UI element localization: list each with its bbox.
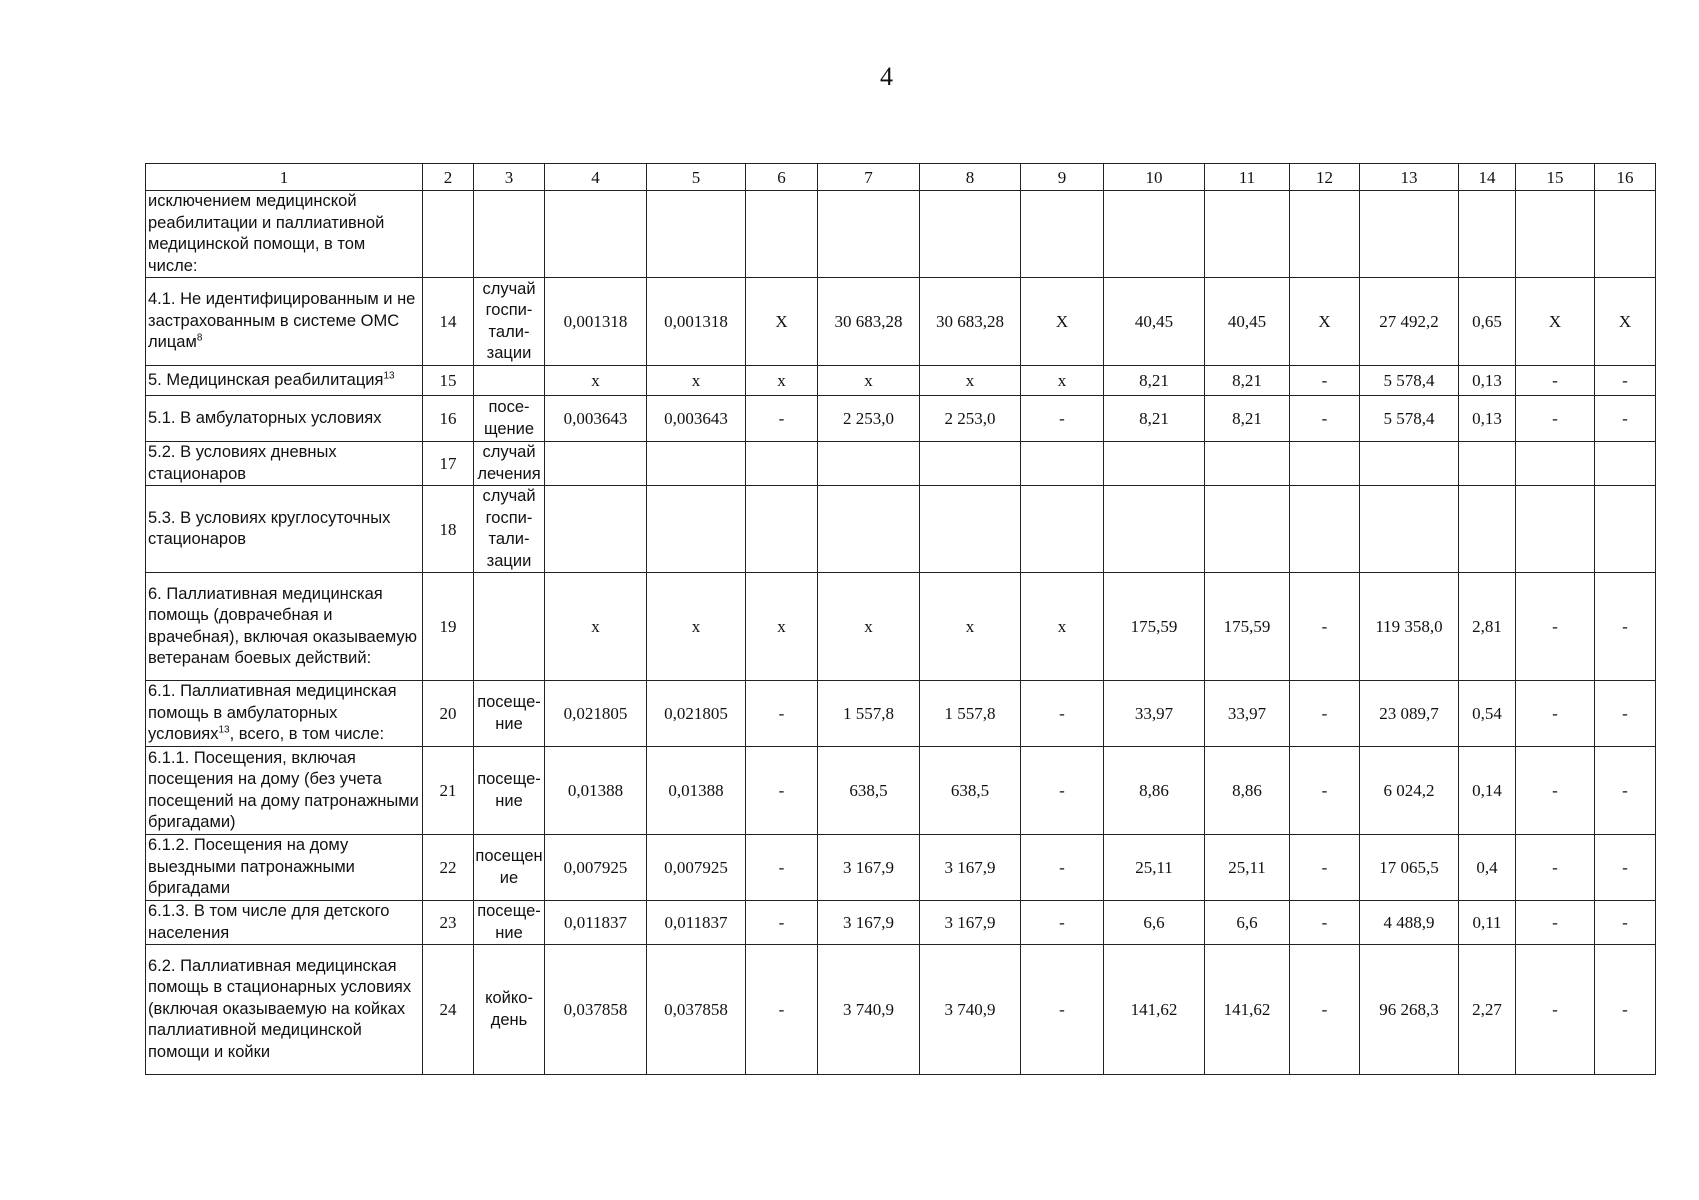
value-cell-col4: 0,007925 <box>545 835 647 901</box>
value-cell-col9: - <box>1021 901 1104 945</box>
value-cell-col10 <box>1104 486 1205 573</box>
value-cell-col13 <box>1360 191 1459 278</box>
value-cell-col15: - <box>1516 835 1595 901</box>
value-cell-col16: - <box>1595 396 1656 442</box>
value-cell-col6: - <box>746 945 818 1075</box>
value-cell-col5: 0,01388 <box>647 747 746 835</box>
value-cell-col16: - <box>1595 945 1656 1075</box>
value-cell-col7: 1 557,8 <box>818 681 920 747</box>
column-header-11: 11 <box>1205 164 1290 191</box>
value-cell-col6: - <box>746 835 818 901</box>
value-cell-col5: x <box>647 573 746 681</box>
value-cell-col16 <box>1595 191 1656 278</box>
value-cell-col15 <box>1516 442 1595 486</box>
unit-cell: посе-щение <box>474 396 545 442</box>
row-number-cell <box>423 191 474 278</box>
value-cell-col11 <box>1205 486 1290 573</box>
footnote-marker: 13 <box>218 724 230 736</box>
value-cell-col13: 5 578,4 <box>1360 366 1459 396</box>
unit-cell: случай госпи-тали-зации <box>474 278 545 366</box>
table-row <box>146 486 1656 573</box>
value-cell-col12: - <box>1290 366 1360 396</box>
value-cell-col14: 0,54 <box>1459 681 1516 747</box>
value-cell-col15: - <box>1516 366 1595 396</box>
row-number-cell: 14 <box>423 278 474 366</box>
column-header-15: 15 <box>1516 164 1595 191</box>
table-row <box>146 681 1656 747</box>
value-cell-col11 <box>1205 442 1290 486</box>
value-cell-col6: - <box>746 681 818 747</box>
value-cell-col15: - <box>1516 573 1595 681</box>
value-cell-col8: 1 557,8 <box>920 681 1021 747</box>
value-cell-col10 <box>1104 442 1205 486</box>
row-name: 5.2. В условиях дневных стационаров <box>148 443 337 483</box>
row-name: 5. Медицинская реабилитация <box>148 370 384 389</box>
value-cell-col7: 638,5 <box>818 747 920 835</box>
value-cell-col4: x <box>545 573 647 681</box>
value-cell-col13: 5 578,4 <box>1360 396 1459 442</box>
value-cell-col9: X <box>1021 278 1104 366</box>
value-cell-col9 <box>1021 191 1104 278</box>
header-row <box>146 164 1656 191</box>
column-header-3: 3 <box>474 164 545 191</box>
table-row <box>146 442 1656 486</box>
value-cell-col13: 4 488,9 <box>1360 901 1459 945</box>
row-name-cell <box>146 573 423 681</box>
value-cell-col8 <box>920 191 1021 278</box>
value-cell-col7: 3 740,9 <box>818 945 920 1075</box>
value-cell-col16: X <box>1595 278 1656 366</box>
row-name-cell <box>146 681 423 747</box>
column-header-12: 12 <box>1290 164 1360 191</box>
value-cell-col11: 33,97 <box>1205 681 1290 747</box>
unit-cell: посещен ие <box>474 835 545 901</box>
value-cell-col6: - <box>746 396 818 442</box>
value-cell-col10: 8,21 <box>1104 366 1205 396</box>
value-cell-col14: 2,81 <box>1459 573 1516 681</box>
value-cell-col6 <box>746 191 818 278</box>
value-cell-col6: X <box>746 278 818 366</box>
value-cell-col13 <box>1360 442 1459 486</box>
row-name: 6.1. Паллиативная медицинская помощь в амбулаторных условиях <box>148 682 397 744</box>
table-row <box>146 945 1656 1075</box>
footnote-marker: 13 <box>383 370 395 382</box>
value-cell-col10: 40,45 <box>1104 278 1205 366</box>
row-number-cell: 20 <box>423 681 474 747</box>
value-cell-col10 <box>1104 191 1205 278</box>
value-cell-col12: - <box>1290 945 1360 1075</box>
value-cell-col9: - <box>1021 681 1104 747</box>
row-name-cell <box>146 945 423 1075</box>
value-cell-col12: - <box>1290 396 1360 442</box>
value-cell-col13: 96 268,3 <box>1360 945 1459 1075</box>
value-cell-col10: 141,62 <box>1104 945 1205 1075</box>
value-cell-col13 <box>1360 486 1459 573</box>
column-header-4: 4 <box>545 164 647 191</box>
value-cell-col8: 3 740,9 <box>920 945 1021 1075</box>
value-cell-col12: - <box>1290 747 1360 835</box>
value-cell-col5 <box>647 191 746 278</box>
unit-cell: случай лечения <box>474 442 545 486</box>
value-cell-col16 <box>1595 442 1656 486</box>
value-cell-col9: - <box>1021 835 1104 901</box>
row-name: 6.2. Паллиативная медицинская помощь в стационарных условиях (включая оказываемую на койках паллиативной медицинской помощи и койки <box>148 956 412 1061</box>
value-cell-col9: x <box>1021 366 1104 396</box>
column-header-9: 9 <box>1021 164 1104 191</box>
value-cell-col4 <box>545 191 647 278</box>
value-cell-col13: 17 065,5 <box>1360 835 1459 901</box>
row-number-cell: 23 <box>423 901 474 945</box>
value-cell-col15 <box>1516 191 1595 278</box>
value-cell-col14: 2,27 <box>1459 945 1516 1075</box>
value-cell-col11: 25,11 <box>1205 835 1290 901</box>
value-cell-col12 <box>1290 442 1360 486</box>
value-cell-col7: x <box>818 573 920 681</box>
value-cell-col8 <box>920 486 1021 573</box>
table-row <box>146 747 1656 835</box>
column-header-14: 14 <box>1459 164 1516 191</box>
value-cell-col14: 0,4 <box>1459 835 1516 901</box>
value-cell-col16: - <box>1595 835 1656 901</box>
value-cell-col11: 40,45 <box>1205 278 1290 366</box>
value-cell-col4: x <box>545 366 647 396</box>
value-cell-col6 <box>746 442 818 486</box>
value-cell-col6: - <box>746 747 818 835</box>
value-cell-col7 <box>818 442 920 486</box>
value-cell-col6: x <box>746 573 818 681</box>
value-cell-col16 <box>1595 486 1656 573</box>
value-cell-col4: 0,037858 <box>545 945 647 1075</box>
value-cell-col15: - <box>1516 396 1595 442</box>
value-cell-col13: 6 024,2 <box>1360 747 1459 835</box>
value-cell-col8: 3 167,9 <box>920 835 1021 901</box>
value-cell-col16: - <box>1595 366 1656 396</box>
value-cell-col8: 638,5 <box>920 747 1021 835</box>
value-cell-col7 <box>818 191 920 278</box>
value-cell-col7: 2 253,0 <box>818 396 920 442</box>
value-cell-col10: 33,97 <box>1104 681 1205 747</box>
value-cell-col8: 30 683,28 <box>920 278 1021 366</box>
value-cell-col15: - <box>1516 945 1595 1075</box>
unit-cell: посеще-ние <box>474 901 545 945</box>
value-cell-col16: - <box>1595 747 1656 835</box>
row-name-cell <box>146 366 423 396</box>
row-number-cell: 24 <box>423 945 474 1075</box>
column-header-8: 8 <box>920 164 1021 191</box>
row-name: 6.1.3. В том числе для детского населения <box>148 902 390 942</box>
row-number-cell: 19 <box>423 573 474 681</box>
value-cell-col12: - <box>1290 835 1360 901</box>
value-cell-col5: 0,001318 <box>647 278 746 366</box>
value-cell-col11: 8,86 <box>1205 747 1290 835</box>
value-cell-col10: 8,86 <box>1104 747 1205 835</box>
value-cell-col15: - <box>1516 901 1595 945</box>
row-number-cell: 16 <box>423 396 474 442</box>
value-cell-col8: 3 167,9 <box>920 901 1021 945</box>
value-cell-col7: 30 683,28 <box>818 278 920 366</box>
value-cell-col14: 0,13 <box>1459 396 1516 442</box>
value-cell-col14: 0,65 <box>1459 278 1516 366</box>
value-cell-col5 <box>647 486 746 573</box>
value-cell-col8 <box>920 442 1021 486</box>
column-header-7: 7 <box>818 164 920 191</box>
value-cell-col9 <box>1021 442 1104 486</box>
column-header-2: 2 <box>423 164 474 191</box>
value-cell-col8: x <box>920 573 1021 681</box>
value-cell-col9: - <box>1021 747 1104 835</box>
row-name: 5.3. В условиях круглосуточных стационаров <box>148 508 391 548</box>
value-cell-col6 <box>746 486 818 573</box>
value-cell-col13: 119 358,0 <box>1360 573 1459 681</box>
row-name-cell <box>146 278 423 366</box>
value-cell-col12: X <box>1290 278 1360 366</box>
value-cell-col5: 0,037858 <box>647 945 746 1075</box>
row-number-cell: 22 <box>423 835 474 901</box>
data-table <box>145 163 1656 1075</box>
row-number-cell: 21 <box>423 747 474 835</box>
value-cell-col14 <box>1459 442 1516 486</box>
value-cell-col16: - <box>1595 681 1656 747</box>
value-cell-col5 <box>647 442 746 486</box>
row-number-cell: 15 <box>423 366 474 396</box>
value-cell-col12: - <box>1290 901 1360 945</box>
unit-cell: койко-день <box>474 945 545 1075</box>
value-cell-col7: 3 167,9 <box>818 835 920 901</box>
unit-cell <box>474 191 545 278</box>
table-row <box>146 366 1656 396</box>
value-cell-col7 <box>818 486 920 573</box>
value-cell-col4: 0,01388 <box>545 747 647 835</box>
value-cell-col12 <box>1290 191 1360 278</box>
value-cell-col5: 0,011837 <box>647 901 746 945</box>
table-row <box>146 901 1656 945</box>
column-header-1: 1 <box>146 164 423 191</box>
value-cell-col10: 25,11 <box>1104 835 1205 901</box>
row-name: 6.1.1. Посещения, включая посещения на дому (без учета посещений на дому патронажными бригадами) <box>148 748 419 831</box>
value-cell-col14 <box>1459 486 1516 573</box>
value-cell-col16: - <box>1595 573 1656 681</box>
value-cell-col4 <box>545 442 647 486</box>
value-cell-col4: 0,011837 <box>545 901 647 945</box>
row-name-cell <box>146 191 423 278</box>
value-cell-col15: - <box>1516 681 1595 747</box>
value-cell-col14 <box>1459 191 1516 278</box>
row-name: 4.1. Не идентифицированным и не застрахованным в системе ОМС лицам <box>148 290 416 352</box>
value-cell-col4: 0,001318 <box>545 278 647 366</box>
value-cell-col12: - <box>1290 573 1360 681</box>
value-cell-col6: - <box>746 901 818 945</box>
value-cell-col14: 0,14 <box>1459 747 1516 835</box>
row-name-cell <box>146 442 423 486</box>
row-name-cell <box>146 396 423 442</box>
value-cell-col12 <box>1290 486 1360 573</box>
value-cell-col15 <box>1516 486 1595 573</box>
value-cell-col13: 23 089,7 <box>1360 681 1459 747</box>
value-cell-col5: 0,021805 <box>647 681 746 747</box>
value-cell-col11: 8,21 <box>1205 366 1290 396</box>
value-cell-col9: x <box>1021 573 1104 681</box>
value-cell-col4 <box>545 486 647 573</box>
value-cell-col7: x <box>818 366 920 396</box>
value-cell-col7: 3 167,9 <box>818 901 920 945</box>
column-header-16: 16 <box>1595 164 1656 191</box>
row-name: исключением медицинской реабилитации и паллиативной медицинской помощи, в том числе: <box>148 192 385 275</box>
value-cell-col9: - <box>1021 945 1104 1075</box>
column-header-6: 6 <box>746 164 818 191</box>
value-cell-col16: - <box>1595 901 1656 945</box>
value-cell-col13: 27 492,2 <box>1360 278 1459 366</box>
value-cell-col5: x <box>647 366 746 396</box>
value-cell-col14: 0,13 <box>1459 366 1516 396</box>
row-name: 5.1. В амбулаторных условиях <box>148 408 382 427</box>
column-header-10: 10 <box>1104 164 1205 191</box>
row-name-cell <box>146 901 423 945</box>
row-name: 6.1.2. Посещения на дому выездными патронажными бригадами <box>148 836 355 898</box>
row-name-cell <box>146 835 423 901</box>
value-cell-col12: - <box>1290 681 1360 747</box>
value-cell-col4: 0,021805 <box>545 681 647 747</box>
unit-cell: посеще-ние <box>474 747 545 835</box>
unit-cell <box>474 366 545 396</box>
column-header-5: 5 <box>647 164 746 191</box>
value-cell-col5: 0,003643 <box>647 396 746 442</box>
value-cell-col11: 175,59 <box>1205 573 1290 681</box>
value-cell-col4: 0,003643 <box>545 396 647 442</box>
value-cell-col11: 141,62 <box>1205 945 1290 1075</box>
footnote-marker: 8 <box>196 332 203 344</box>
row-name: 6. Паллиативная медицинская помощь (доврачебная и врачебная), включая оказываемую ветеранам боевых действий: <box>148 584 418 667</box>
value-cell-col5: 0,007925 <box>647 835 746 901</box>
row-name-continuation: , всего, в том числе: <box>229 725 385 744</box>
row-number-cell: 18 <box>423 486 474 573</box>
value-cell-col9: - <box>1021 396 1104 442</box>
value-cell-col10: 6,6 <box>1104 901 1205 945</box>
column-header-13: 13 <box>1360 164 1459 191</box>
row-name-cell <box>146 486 423 573</box>
unit-cell: случай госпи-тали-зации <box>474 486 545 573</box>
value-cell-col11: 6,6 <box>1205 901 1290 945</box>
table-row <box>146 278 1656 366</box>
value-cell-col8: x <box>920 366 1021 396</box>
value-cell-col15: - <box>1516 747 1595 835</box>
unit-cell: посеще-ние <box>474 681 545 747</box>
value-cell-col10: 8,21 <box>1104 396 1205 442</box>
table-body <box>146 191 1656 1075</box>
page-number: 4 <box>880 62 893 91</box>
row-number-cell: 17 <box>423 442 474 486</box>
unit-cell <box>474 573 545 681</box>
table-row <box>146 191 1656 278</box>
table-row <box>146 396 1656 442</box>
value-cell-col11: 8,21 <box>1205 396 1290 442</box>
value-cell-col14: 0,11 <box>1459 901 1516 945</box>
value-cell-col8: 2 253,0 <box>920 396 1021 442</box>
value-cell-col9 <box>1021 486 1104 573</box>
table-row <box>146 573 1656 681</box>
value-cell-col6: x <box>746 366 818 396</box>
value-cell-col15: X <box>1516 278 1595 366</box>
table-row <box>146 835 1656 901</box>
value-cell-col11 <box>1205 191 1290 278</box>
value-cell-col10: 175,59 <box>1104 573 1205 681</box>
row-name-cell <box>146 747 423 835</box>
